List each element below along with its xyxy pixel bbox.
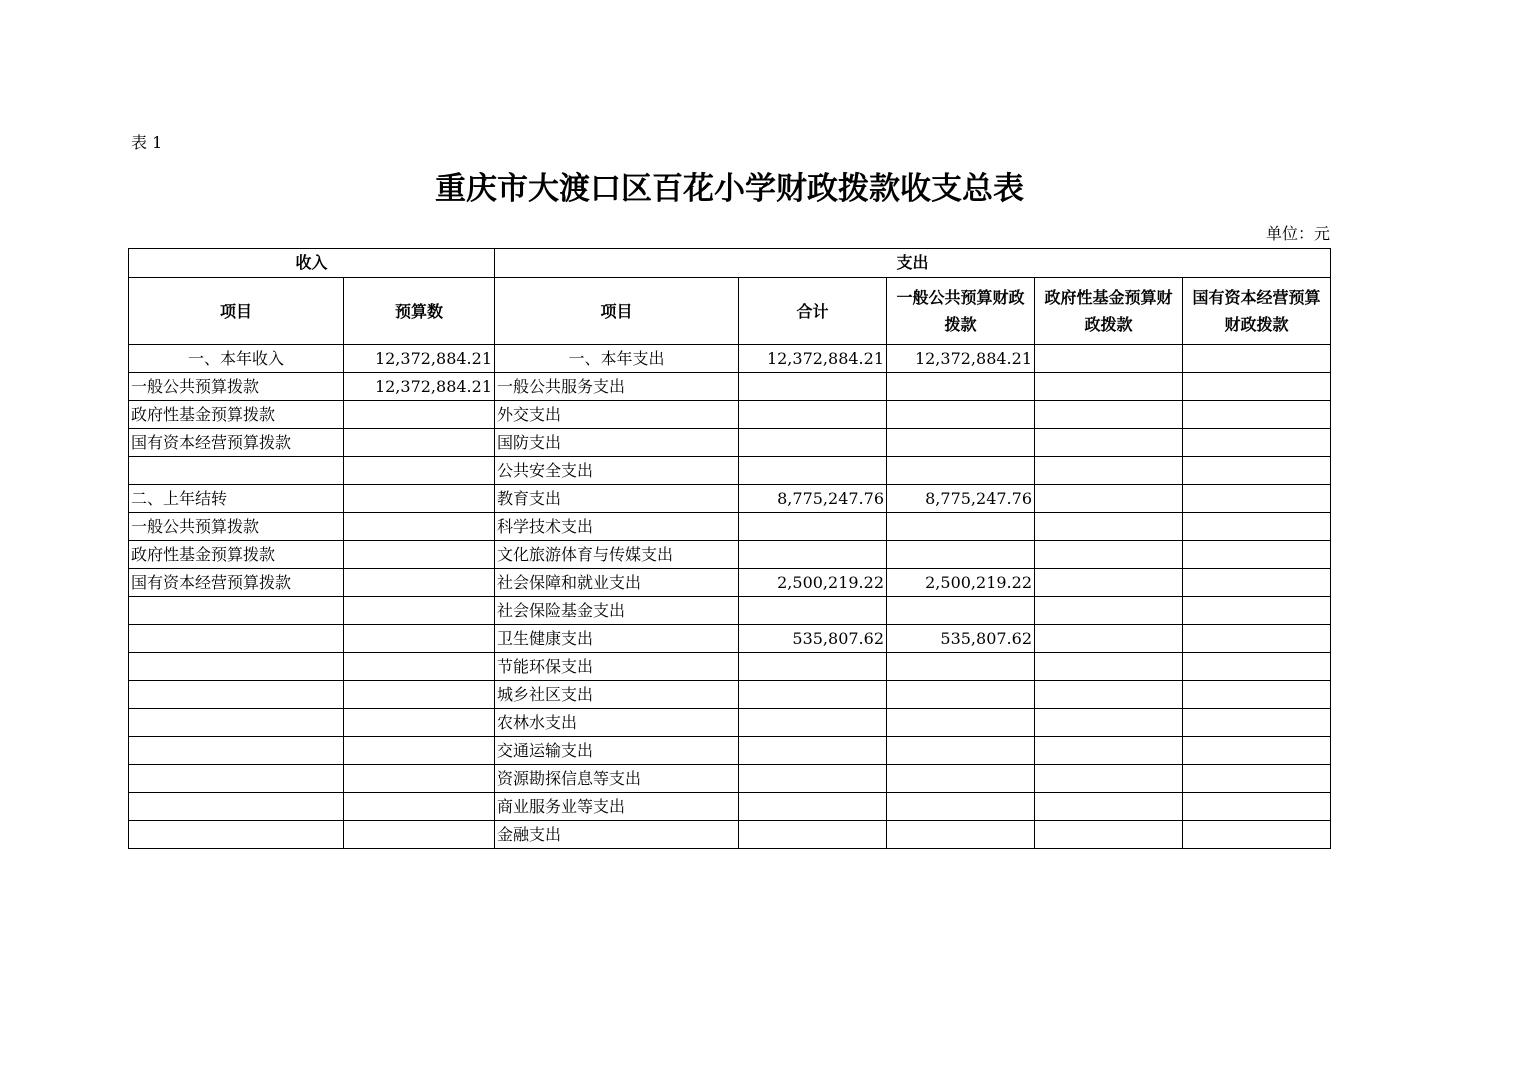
group-header-row xyxy=(129,249,1331,278)
general-budget-cell: 8,775,247.76 xyxy=(887,485,1035,513)
gov-fund-cell xyxy=(1035,541,1183,569)
gov-fund-header: 政府性基金预算财政拨款 xyxy=(1035,278,1183,345)
income-budget-cell xyxy=(344,709,495,737)
state-capital-cell xyxy=(1183,821,1331,849)
income-budget-cell xyxy=(344,765,495,793)
gov-fund-cell xyxy=(1035,401,1183,429)
gov-fund-cell xyxy=(1035,373,1183,401)
table-row xyxy=(129,737,1331,765)
gov-fund-cell xyxy=(1035,485,1183,513)
income-budget-cell xyxy=(344,569,495,597)
total-cell xyxy=(739,793,887,821)
income-budget-cell xyxy=(344,597,495,625)
income-budget-cell xyxy=(344,401,495,429)
total-cell: 2,500,219.22 xyxy=(739,569,887,597)
gov-fund-cell xyxy=(1035,709,1183,737)
income-item-cell xyxy=(129,765,344,793)
expense-item-cell: 卫生健康支出 xyxy=(495,625,739,653)
expense-item-cell: 外交支出 xyxy=(495,401,739,429)
gov-fund-cell xyxy=(1035,457,1183,485)
table-row xyxy=(129,345,1331,373)
gov-fund-cell xyxy=(1035,821,1183,849)
income-budget-cell xyxy=(344,541,495,569)
expense-item-cell: 公共安全支出 xyxy=(495,457,739,485)
gov-fund-cell xyxy=(1035,625,1183,653)
total-cell xyxy=(739,821,887,849)
table-row xyxy=(129,597,1331,625)
income-item-cell xyxy=(129,597,344,625)
table-row xyxy=(129,569,1331,597)
table-row xyxy=(129,401,1331,429)
gov-fund-cell xyxy=(1035,681,1183,709)
income-budget-cell xyxy=(344,737,495,765)
state-capital-header: 国有资本经营预算财政拨款 xyxy=(1183,278,1331,345)
page-title: 重庆市大渡口区百花小学财政拨款收支总表 xyxy=(435,171,1024,207)
income-budget-cell xyxy=(344,653,495,681)
income-item-cell: 一、本年收入 xyxy=(129,345,344,373)
table-row xyxy=(129,793,1331,821)
general-budget-cell xyxy=(887,709,1035,737)
income-item-cell xyxy=(129,793,344,821)
total-cell xyxy=(739,457,887,485)
income-budget-cell xyxy=(344,485,495,513)
income-group-header: 收入 xyxy=(129,249,495,278)
table-row xyxy=(129,653,1331,681)
total-header: 合计 xyxy=(739,278,887,345)
income-item-cell xyxy=(129,653,344,681)
expense-item-cell: 节能环保支出 xyxy=(495,653,739,681)
general-budget-cell: 2,500,219.22 xyxy=(887,569,1035,597)
general-budget-cell xyxy=(887,457,1035,485)
income-item-cell xyxy=(129,709,344,737)
total-cell: 535,807.62 xyxy=(739,625,887,653)
general-budget-cell xyxy=(887,429,1035,457)
table-row xyxy=(129,541,1331,569)
finance-table xyxy=(128,248,1331,849)
total-cell xyxy=(739,373,887,401)
gov-fund-cell xyxy=(1035,569,1183,597)
state-capital-cell xyxy=(1183,485,1331,513)
income-budget-cell xyxy=(344,429,495,457)
income-item-cell: 一般公共预算拨款 xyxy=(129,513,344,541)
gov-fund-cell xyxy=(1035,765,1183,793)
expense-item-cell: 社会保险基金支出 xyxy=(495,597,739,625)
general-budget-cell xyxy=(887,653,1035,681)
expense-item-cell: 一、本年支出 xyxy=(495,345,739,373)
table-row xyxy=(129,485,1331,513)
general-budget-cell xyxy=(887,681,1035,709)
expense-item-cell: 教育支出 xyxy=(495,485,739,513)
state-capital-cell xyxy=(1183,737,1331,765)
income-item-cell xyxy=(129,821,344,849)
total-cell xyxy=(739,709,887,737)
expense-item-cell: 商业服务业等支出 xyxy=(495,793,739,821)
income-budget-cell xyxy=(344,793,495,821)
state-capital-cell xyxy=(1183,569,1331,597)
total-cell xyxy=(739,737,887,765)
income-item-cell: 国有资本经营预算拨款 xyxy=(129,569,344,597)
general-budget-cell xyxy=(887,373,1035,401)
income-item-cell: 政府性基金预算拨款 xyxy=(129,401,344,429)
table-row xyxy=(129,625,1331,653)
general-budget-cell xyxy=(887,513,1035,541)
state-capital-cell xyxy=(1183,541,1331,569)
income-item-cell: 二、上年结转 xyxy=(129,485,344,513)
expense-item-cell: 国防支出 xyxy=(495,429,739,457)
table-row xyxy=(129,709,1331,737)
gov-fund-cell xyxy=(1035,737,1183,765)
unit-label: 单位：元 xyxy=(1265,224,1330,243)
total-cell xyxy=(739,429,887,457)
state-capital-cell xyxy=(1183,597,1331,625)
state-capital-cell xyxy=(1183,513,1331,541)
expense-item-cell: 农林水支出 xyxy=(495,709,739,737)
state-capital-cell xyxy=(1183,457,1331,485)
total-cell xyxy=(739,597,887,625)
income-budget-cell xyxy=(344,457,495,485)
general-budget-cell xyxy=(887,765,1035,793)
gov-fund-cell xyxy=(1035,513,1183,541)
general-budget-cell xyxy=(887,793,1035,821)
income-budget-cell xyxy=(344,681,495,709)
gov-fund-cell xyxy=(1035,793,1183,821)
state-capital-cell xyxy=(1183,345,1331,373)
general-budget-cell: 535,807.62 xyxy=(887,625,1035,653)
total-cell xyxy=(739,541,887,569)
total-cell xyxy=(739,401,887,429)
general-budget-cell xyxy=(887,821,1035,849)
total-cell: 12,372,884.21 xyxy=(739,345,887,373)
expense-item-cell: 科学技术支出 xyxy=(495,513,739,541)
income-budget-cell: 12,372,884.21 xyxy=(344,345,495,373)
expense-item-cell: 文化旅游体育与传媒支出 xyxy=(495,541,739,569)
total-cell xyxy=(739,513,887,541)
general-budget-cell xyxy=(887,401,1035,429)
expense-item-cell: 一般公共服务支出 xyxy=(495,373,739,401)
expense-item-cell: 社会保障和就业支出 xyxy=(495,569,739,597)
total-cell xyxy=(739,765,887,793)
total-cell: 8,775,247.76 xyxy=(739,485,887,513)
table-row xyxy=(129,821,1331,849)
income-budget-cell: 12,372,884.21 xyxy=(344,373,495,401)
table-number: 表 1 xyxy=(131,133,163,152)
table-row xyxy=(129,457,1331,485)
state-capital-cell xyxy=(1183,401,1331,429)
income-item-cell: 国有资本经营预算拨款 xyxy=(129,429,344,457)
income-item-cell xyxy=(129,625,344,653)
state-capital-cell xyxy=(1183,765,1331,793)
gov-fund-cell xyxy=(1035,429,1183,457)
expense-group-header: 支出 xyxy=(495,249,1331,278)
expense-item-cell: 资源勘探信息等支出 xyxy=(495,765,739,793)
state-capital-cell xyxy=(1183,373,1331,401)
general-budget-header: 一般公共预算财政拨款 xyxy=(887,278,1035,345)
income-item-header: 项目 xyxy=(129,278,344,345)
state-capital-cell xyxy=(1183,653,1331,681)
state-capital-cell xyxy=(1183,793,1331,821)
state-capital-cell xyxy=(1183,681,1331,709)
general-budget-cell xyxy=(887,541,1035,569)
total-cell xyxy=(739,681,887,709)
gov-fund-cell xyxy=(1035,597,1183,625)
total-cell xyxy=(739,653,887,681)
table-row xyxy=(129,513,1331,541)
income-item-cell xyxy=(129,457,344,485)
state-capital-cell xyxy=(1183,709,1331,737)
expense-item-cell: 交通运输支出 xyxy=(495,737,739,765)
table-row xyxy=(129,373,1331,401)
income-item-cell: 政府性基金预算拨款 xyxy=(129,541,344,569)
income-item-cell xyxy=(129,737,344,765)
expense-item-cell: 金融支出 xyxy=(495,821,739,849)
gov-fund-cell xyxy=(1035,345,1183,373)
table-row xyxy=(129,429,1331,457)
state-capital-cell xyxy=(1183,429,1331,457)
expense-item-cell: 城乡社区支出 xyxy=(495,681,739,709)
general-budget-cell xyxy=(887,597,1035,625)
table-row xyxy=(129,681,1331,709)
expense-item-header: 项目 xyxy=(495,278,739,345)
income-budget-cell xyxy=(344,821,495,849)
state-capital-cell xyxy=(1183,625,1331,653)
table-row xyxy=(129,765,1331,793)
gov-fund-cell xyxy=(1035,653,1183,681)
column-header-row xyxy=(129,278,1331,345)
income-item-cell: 一般公共预算拨款 xyxy=(129,373,344,401)
income-budget-cell xyxy=(344,625,495,653)
income-budget-cell xyxy=(344,513,495,541)
general-budget-cell xyxy=(887,737,1035,765)
income-budget-header: 预算数 xyxy=(344,278,495,345)
income-item-cell xyxy=(129,681,344,709)
general-budget-cell: 12,372,884.21 xyxy=(887,345,1035,373)
